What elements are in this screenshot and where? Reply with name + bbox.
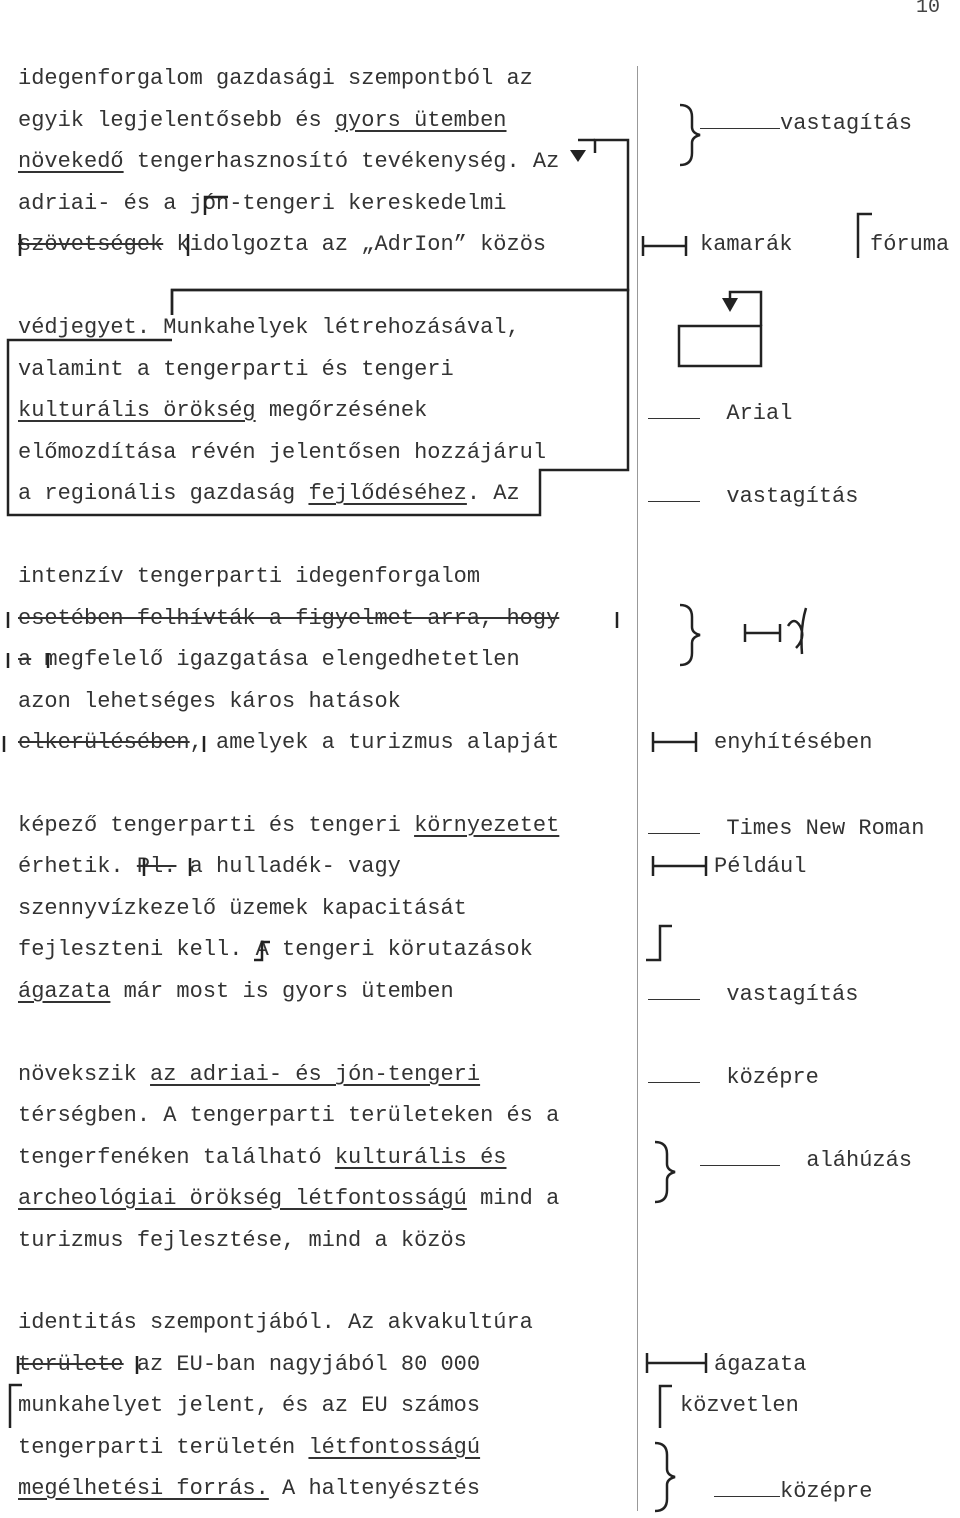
text-line: szennyvízkezelő üzemek kapacitását <box>18 896 467 921</box>
text-line: megélhetési forrás. A haltenyésztés <box>18 1476 481 1501</box>
delete-loop-icon <box>788 608 806 654</box>
text-line: idegenforgalom gazdasági szempontból az <box>18 66 533 91</box>
text-line: egyik legjelentősebb és gyors ütemben <box>18 108 507 133</box>
text-line: munkahelyet jelent, és az EU számos <box>18 1393 481 1418</box>
margin-note: középre <box>714 1476 872 1505</box>
text-line: területe az EU-ban nagyjából 80 000 <box>18 1352 481 1377</box>
text-line: elkerülésében, amelyek a turizmus alapját <box>18 730 560 755</box>
underlined-text: megélhetési forrás. <box>18 1476 269 1501</box>
brace-icon <box>655 1443 675 1511</box>
text-line: kulturális örökség megőrzésének <box>18 398 428 423</box>
text-line: ágazata már most is gyors ütemben <box>18 979 454 1004</box>
text-line: fejleszteni kell. A tengeri körutazások <box>18 937 533 962</box>
text-line <box>18 606 559 632</box>
underlined-text: kulturális örökség <box>18 398 256 423</box>
margin-note: kamarák <box>700 232 793 257</box>
text-line: identitás szempontjából. Az akvakultúra <box>18 1310 533 1335</box>
margin-note: aláhúzás <box>700 1145 912 1174</box>
margin-divider <box>637 66 638 1511</box>
deleted-text: esetében felhívták a figyelmet arra, hogy <box>18 606 560 631</box>
text-line: előmozdítása révén jelentősen hozzájárul <box>18 440 547 465</box>
text-line: növekedő tengerhasznosító tevékenység. Az <box>18 149 560 174</box>
margin-note: középre <box>648 1062 819 1091</box>
text-line: tengerparti területén létfontosságú <box>18 1435 481 1460</box>
text-line: a regionális gazdaság fejlődéséhez. Az <box>18 481 520 506</box>
text-line: növekszik az adriai- és jón-tengeri <box>18 1062 481 1087</box>
text-line: érhetik. Pl. a hulladék- vagy <box>18 854 401 879</box>
underlined-text: fejlődéséhez <box>308 481 467 506</box>
text-line: képező tengerparti és tengeri környezetet <box>18 813 560 838</box>
text-line: a megfelelő igazgatása elengedhetetlen <box>18 647 520 672</box>
margin-note: vastagítás <box>700 108 912 137</box>
arrowhead-icon <box>570 150 586 162</box>
underlined-text: létfontosságú <box>308 1435 481 1460</box>
margin-note: Times New Roman <box>648 813 924 842</box>
margin-note: közvetlen <box>680 1393 799 1418</box>
page-number: 10 <box>915 0 940 19</box>
move-arrow-mark <box>730 292 761 326</box>
brace-icon <box>680 605 700 665</box>
text-line: archeológiai örökség létfontosságú mind a <box>18 1186 560 1211</box>
deleted-text: a <box>18 647 32 672</box>
deleted-text: szövetségek <box>18 232 164 257</box>
text-line: valamint a tengerparti és tengeri <box>18 357 454 382</box>
underlined-text: archeológiai örökség létfontosságú <box>18 1186 467 1211</box>
underlined-text: kulturális és <box>334 1145 507 1170</box>
deleted-text: elkerülésében <box>18 730 190 755</box>
brace-icon <box>680 105 700 165</box>
margin-note: ágazata <box>714 1352 807 1377</box>
arrowhead-icon <box>722 298 738 312</box>
underlined-text: növekedő <box>18 149 124 174</box>
text-line: adriai- és a jón-tengeri kereskedelmi <box>18 191 507 216</box>
underlined-text: ágazata <box>18 979 111 1004</box>
underlined-text: gyors ütemben <box>334 108 507 133</box>
text-line: szövetségek kidolgozta az „AdrIon” közös <box>18 232 547 257</box>
margin-note: fóruma <box>870 232 950 257</box>
margin-note: vastagítás <box>648 481 858 510</box>
bracket-mark <box>660 1386 672 1428</box>
deleted-text: területe <box>18 1352 124 1377</box>
margin-note: Arial <box>648 398 792 427</box>
move-box-icon <box>679 326 761 366</box>
margin-note: vastagítás <box>648 979 858 1008</box>
text-line: intenzív tengerparti idegenforgalom <box>18 564 481 589</box>
text-line: turizmus fejlesztése, mind a közös <box>18 1228 467 1253</box>
brace-icon <box>655 1142 675 1202</box>
text-line: tengerfenéken található kulturális és <box>18 1145 507 1170</box>
bracket-mark <box>646 926 672 960</box>
margin-note: enyhítésében <box>714 730 873 755</box>
margin-note: Például <box>714 854 807 879</box>
text-line: védjegyet. Munkahelyek létrehozásával, <box>18 315 520 340</box>
text-line: azon lehetséges káros hatások <box>18 689 401 714</box>
underlined-text: az adriai- és jón-tengeri <box>150 1062 481 1087</box>
text-line: térségben. A tengerparti területeken és a <box>18 1103 560 1128</box>
deleted-text: Pl. <box>136 854 177 879</box>
underlined-text: környezetet <box>414 813 560 838</box>
